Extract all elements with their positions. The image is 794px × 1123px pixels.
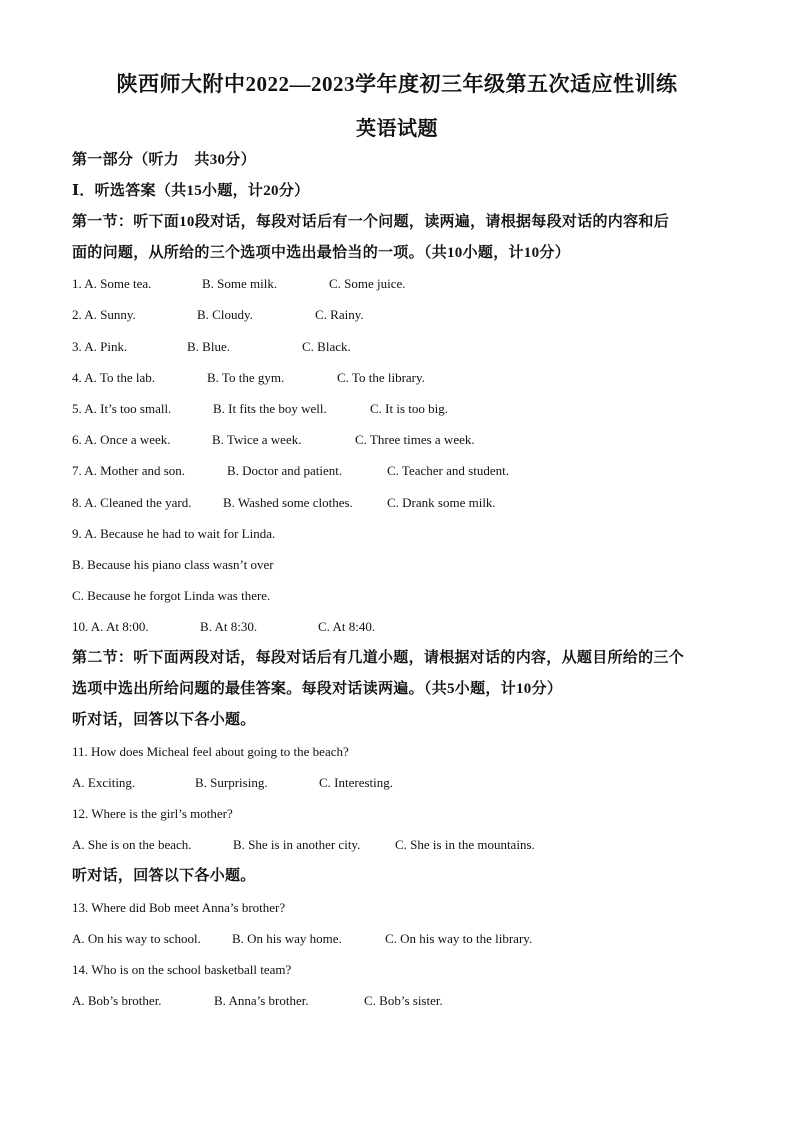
q2-option-a: 2. A. Sunny. <box>72 307 136 322</box>
q6-option-a: 6. A. Once a week. <box>72 432 171 447</box>
q8-option-c: C. Drank some milk. <box>387 495 496 510</box>
q2-option-b: B. Cloudy. <box>197 307 253 322</box>
q11-option-b: B. Surprising. <box>195 775 268 790</box>
q12-option-b: B. She is in another city. <box>233 837 361 852</box>
q7-option-c: C. Teacher and student. <box>387 463 509 478</box>
exam-subtitle: 英语试题 <box>356 118 438 140</box>
part-heading: 第一部分（听力 共30分） <box>72 152 256 168</box>
q6-option-b: B. Twice a week. <box>212 432 302 447</box>
q4-option-a: 4. A. To the lab. <box>72 370 155 385</box>
q13-option-a: A. On his way to school. <box>72 931 201 946</box>
exam-title: 陕西师大附中2022—2023学年度初三年级第五次适应性训练 <box>116 72 678 96</box>
q8-option-a: 8. A. Cleaned the yard. <box>72 495 192 510</box>
q3-option-b: B. Blue. <box>187 339 230 354</box>
q1-option-b: B. Some milk. <box>202 276 278 291</box>
q1-option-c: C. Some juice. <box>329 276 406 291</box>
q6-option-c: C. Three times a week. <box>355 432 475 447</box>
q14-stem: 14. Who is on the school basketball team? <box>72 962 292 977</box>
q14-option-c: C. Bob’s sister. <box>364 993 443 1008</box>
q12-option-c: C. She is in the mountains. <box>395 837 535 852</box>
q7-option-b: B. Doctor and patient. <box>227 463 343 478</box>
q5-option-c: C. It is too big. <box>370 401 449 416</box>
q9-option-a: 9. A. Because he had to wait for Linda. <box>72 526 276 541</box>
q3-option-a: 3. A. Pink. <box>72 339 128 354</box>
q11-option-c: C. Interesting. <box>319 775 394 790</box>
q4-option-c: C. To the library. <box>337 370 425 385</box>
instruction-2-line-1: 第二节：听下面两段对话，每段对话后有几道小题，请根据对话的内容，从题目所给的三个 <box>72 650 685 666</box>
q5-option-b: B. It fits the boy well. <box>213 401 327 416</box>
instruction-2-line-2: 选项中选出所给问题的最佳答案。每段对话读两遍。（共5小题，计10分） <box>72 681 563 697</box>
section-heading: Ⅰ．听选答案（共15小题，计20分） <box>72 183 310 199</box>
q4-option-b: B. To the gym. <box>207 370 285 385</box>
q12-stem: 12. Where is the girl’s mother? <box>72 806 233 821</box>
listen-prompt-1: 听对话，回答以下各小题。 <box>72 712 256 728</box>
q10-option-a: 10. A. At 8:00. <box>72 619 149 634</box>
q13-option-c: C. On his way to the library. <box>385 931 533 946</box>
q14-option-a: A. Bob’s brother. <box>72 993 162 1008</box>
q7-option-a: 7. A. Mother and son. <box>72 463 186 478</box>
listen-prompt-2: 听对话，回答以下各小题。 <box>72 868 256 884</box>
q11-stem: 11. How does Micheal feel about going to the beach? <box>72 744 349 759</box>
q8-option-b: B. Washed some clothes. <box>223 495 353 510</box>
q9-option-c: C. Because he forgot Linda was there. <box>72 588 271 603</box>
q12-option-a: A. She is on the beach. <box>72 837 192 852</box>
q13-stem: 13. Where did Bob meet Anna’s brother? <box>72 900 286 915</box>
instruction-1-line-1: 第一节：听下面10段对话，每段对话后有一个问题，读两遍，请根据每段对话的内容和后 <box>72 214 670 230</box>
q10-option-c: C. At 8:40. <box>318 619 376 634</box>
q1-option-a: 1. A. Some tea. <box>72 276 152 291</box>
q14-option-b: B. Anna’s brother. <box>214 993 309 1008</box>
instruction-1-line-2: 面的问题，从所给的三个选项中选出最恰当的一项。（共10小题，计10分） <box>72 245 571 261</box>
q2-option-c: C. Rainy. <box>315 307 364 322</box>
q10-option-b: B. At 8:30. <box>200 619 258 634</box>
q3-option-c: C. Black. <box>302 339 351 354</box>
q13-option-b: B. On his way home. <box>232 931 342 946</box>
q5-option-a: 5. A. It’s too small. <box>72 401 172 416</box>
q9-option-b: B. Because his piano class wasn’t over <box>72 557 274 572</box>
q11-option-a: A. Exciting. <box>72 775 136 790</box>
